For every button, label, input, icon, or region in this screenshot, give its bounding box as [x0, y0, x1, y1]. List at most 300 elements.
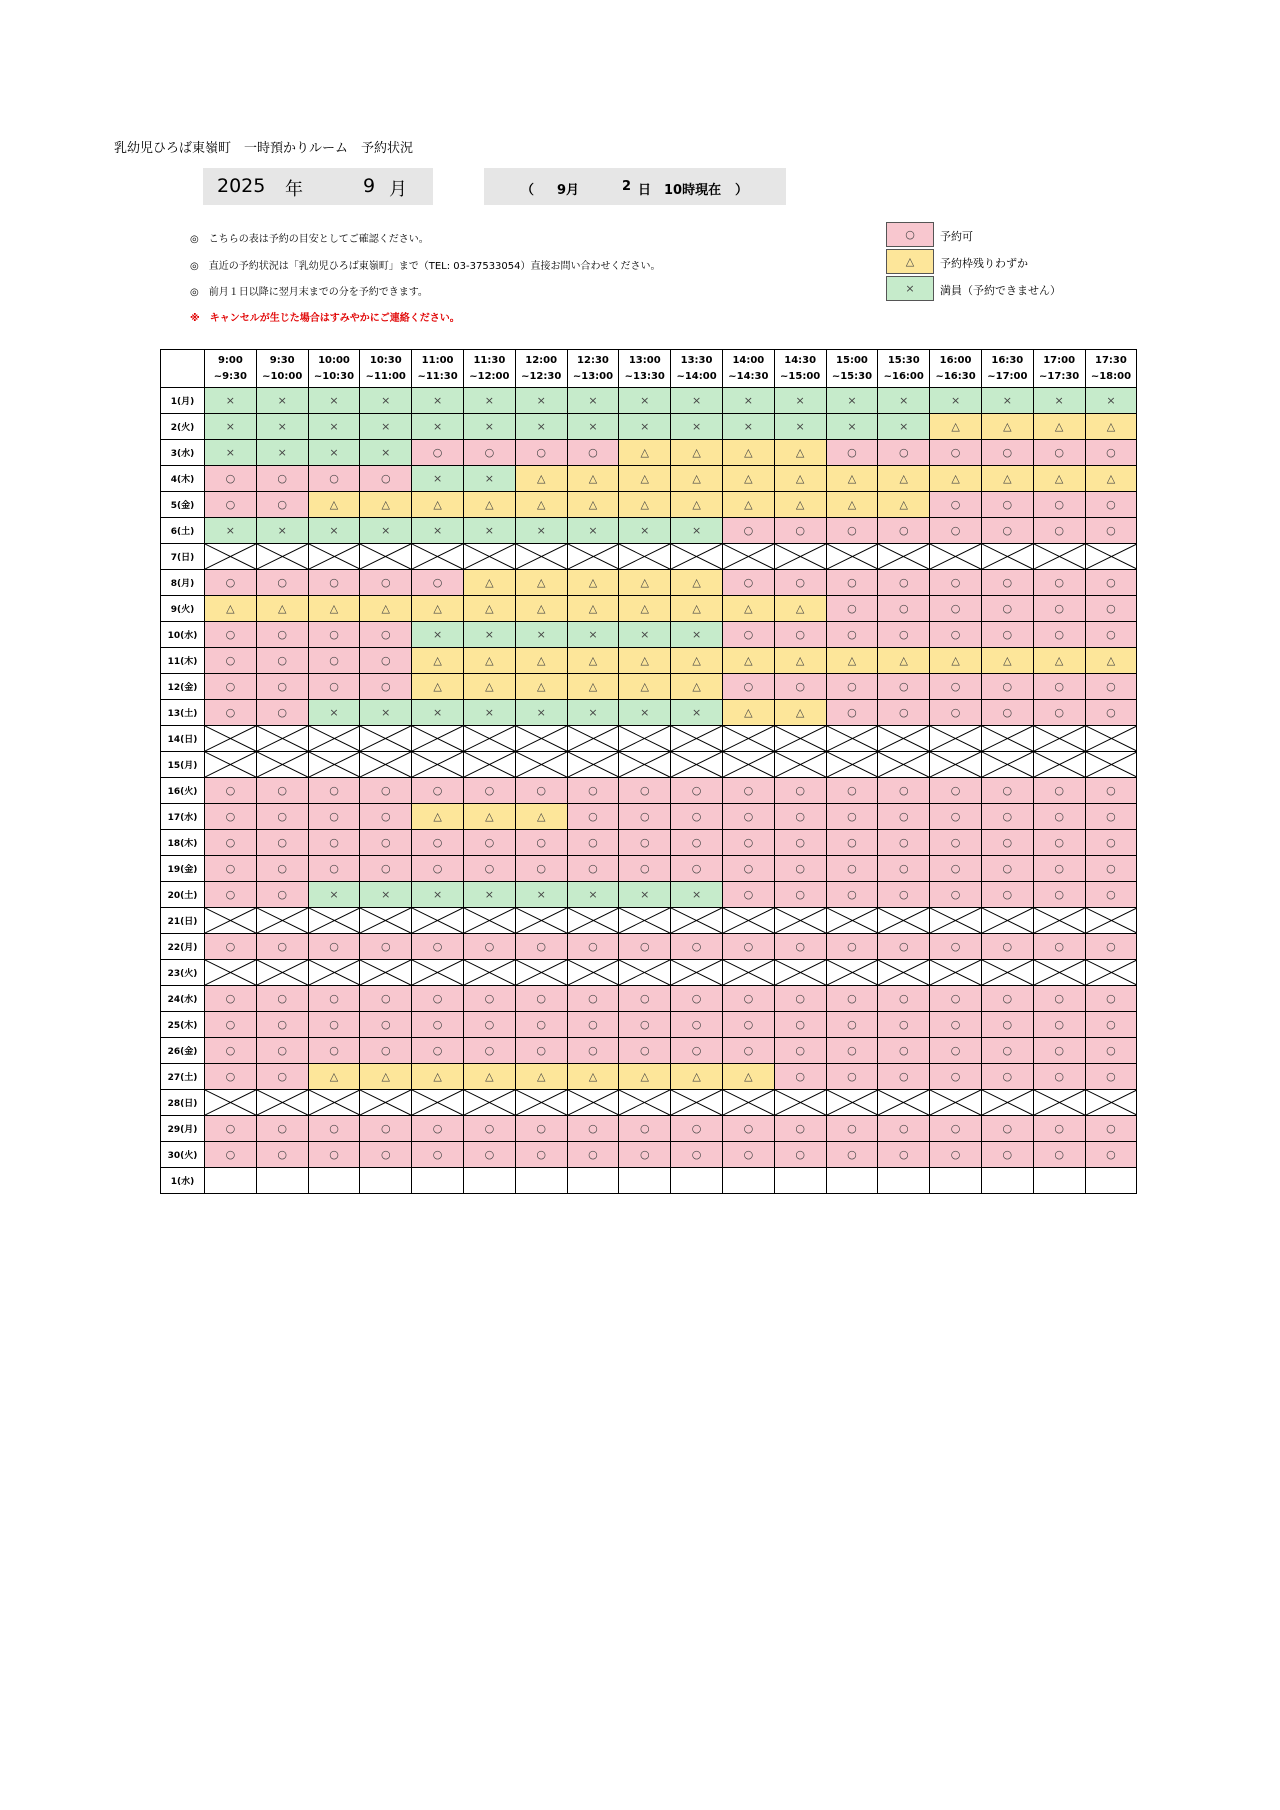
- slot-available: ○: [981, 440, 1033, 466]
- slot-few-left: △: [722, 648, 774, 674]
- slot-available: ○: [930, 934, 982, 960]
- slot-closed: [308, 1090, 360, 1116]
- time-slot-end: ~10:00: [262, 370, 303, 382]
- table-row: [161, 596, 1137, 622]
- slot-available: ○: [256, 492, 308, 518]
- slot-available: ○: [412, 1142, 464, 1168]
- slot-full: ×: [205, 414, 257, 440]
- closed-cross-icon: [827, 752, 878, 777]
- slot-full: ×: [878, 414, 930, 440]
- slot-available: ○: [878, 596, 930, 622]
- slot-available: ○: [826, 1038, 878, 1064]
- closed-cross-icon: [309, 544, 360, 569]
- note-cancellation: ※ キャンセルが生じた場合はすみやかにご連絡ください。: [190, 313, 460, 324]
- slot-closed: [412, 908, 464, 934]
- closed-cross-icon: [723, 544, 774, 569]
- slot-full: ×: [567, 700, 619, 726]
- time-slot-header: [256, 350, 308, 388]
- slot-available: ○: [774, 1142, 826, 1168]
- slot-available: ○: [1033, 1116, 1085, 1142]
- slot-available: ○: [1033, 492, 1085, 518]
- slot-available: ○: [930, 1064, 982, 1090]
- slot-full: ×: [412, 882, 464, 908]
- slot-available: ○: [567, 1038, 619, 1064]
- slot-available: ○: [256, 700, 308, 726]
- day-label: 9(火): [161, 596, 205, 622]
- slot-few-left: △: [774, 440, 826, 466]
- slot-full: ×: [412, 700, 464, 726]
- slot-available: ○: [205, 648, 257, 674]
- table-row: [161, 1090, 1137, 1116]
- slot-available: ○: [1085, 1012, 1137, 1038]
- time-slot-header: [826, 350, 878, 388]
- slot-available: ○: [256, 1038, 308, 1064]
- table-row: [161, 1116, 1137, 1142]
- slot-closed: [567, 544, 619, 570]
- slot-full: ×: [412, 388, 464, 414]
- slot-closed: [774, 726, 826, 752]
- slot-available: ○: [722, 622, 774, 648]
- slot-few-left: △: [1085, 414, 1137, 440]
- slot-few-left: △: [930, 414, 982, 440]
- time-slot-header: [567, 350, 619, 388]
- slot-available: ○: [463, 1116, 515, 1142]
- slot-closed: [205, 960, 257, 986]
- slot-full: ×: [1033, 388, 1085, 414]
- slot-closed: [205, 908, 257, 934]
- slot-available: ○: [463, 1038, 515, 1064]
- slot-few-left: △: [826, 492, 878, 518]
- slot-few-left: △: [774, 466, 826, 492]
- slot-available: ○: [412, 440, 464, 466]
- closed-cross-icon: [1086, 960, 1137, 985]
- slot-available: ○: [774, 1116, 826, 1142]
- closed-cross-icon: [360, 752, 411, 777]
- time-slot-start: 13:30: [680, 354, 713, 366]
- slot-few-left: △: [463, 1064, 515, 1090]
- document-title: 乳幼児ひろば東嶺町 一時預かりルーム 予約状況: [114, 141, 414, 156]
- closed-cross-icon: [205, 544, 256, 569]
- slot-available: ○: [463, 934, 515, 960]
- slot-full: ×: [360, 518, 412, 544]
- slot-available: ○: [256, 882, 308, 908]
- slot-available: ○: [308, 570, 360, 596]
- slot-available: ○: [774, 622, 826, 648]
- slot-closed: [412, 752, 464, 778]
- slot-available: ○: [515, 1038, 567, 1064]
- slot-full: ×: [463, 882, 515, 908]
- closed-cross-icon: [827, 908, 878, 933]
- slot-available: ○: [878, 856, 930, 882]
- slot-few-left: △: [567, 596, 619, 622]
- slot-closed: [722, 726, 774, 752]
- slot-available: ○: [981, 674, 1033, 700]
- slot-few-left: △: [878, 466, 930, 492]
- slot-few-left: △: [360, 1064, 412, 1090]
- slot-available: ○: [774, 778, 826, 804]
- closed-cross-icon: [568, 752, 619, 777]
- slot-available: ○: [205, 492, 257, 518]
- slot-few-left: △: [722, 440, 774, 466]
- day-label: 5(金): [161, 492, 205, 518]
- slot-available: ○: [412, 1116, 464, 1142]
- slot-available: ○: [308, 648, 360, 674]
- slot-available: ○: [981, 856, 1033, 882]
- slot-full: ×: [360, 882, 412, 908]
- slot-closed: [878, 752, 930, 778]
- slot-available: ○: [826, 440, 878, 466]
- slot-available: ○: [722, 1012, 774, 1038]
- slot-closed: [1085, 1090, 1137, 1116]
- day-label: 18(木): [161, 830, 205, 856]
- slot-available: ○: [360, 466, 412, 492]
- slot-closed: [567, 960, 619, 986]
- closed-cross-icon: [723, 726, 774, 751]
- slot-available: ○: [1033, 1064, 1085, 1090]
- slot-full: ×: [412, 466, 464, 492]
- slot-available: ○: [774, 1064, 826, 1090]
- table-row: [161, 622, 1137, 648]
- slot-available: ○: [205, 700, 257, 726]
- slot-closed: [930, 908, 982, 934]
- closed-cross-icon: [930, 960, 981, 985]
- day-label: 22(月): [161, 934, 205, 960]
- slot-few-left: △: [515, 466, 567, 492]
- slot-available: ○: [515, 440, 567, 466]
- slot-available: ○: [826, 934, 878, 960]
- day-label: 4(木): [161, 466, 205, 492]
- table-row: [161, 674, 1137, 700]
- slot-available: ○: [722, 1116, 774, 1142]
- slot-available: ○: [930, 700, 982, 726]
- slot-full: ×: [463, 622, 515, 648]
- time-slot-end: ~15:30: [831, 370, 873, 382]
- time-slot-start: 14:00: [732, 354, 765, 366]
- table-row: [161, 726, 1137, 752]
- slot-available: ○: [930, 804, 982, 830]
- slot-available: ○: [930, 856, 982, 882]
- slot-available: ○: [412, 1038, 464, 1064]
- slot-few-left: △: [412, 596, 464, 622]
- slot-closed: [981, 726, 1033, 752]
- closed-cross-icon: [619, 960, 670, 985]
- slot-empty: [412, 1168, 464, 1194]
- slot-closed: [826, 544, 878, 570]
- slot-few-left: △: [722, 596, 774, 622]
- slot-available: ○: [1085, 622, 1137, 648]
- slot-empty: [878, 1168, 930, 1194]
- slot-few-left: △: [308, 596, 360, 622]
- closed-cross-icon: [930, 544, 981, 569]
- slot-closed: [567, 752, 619, 778]
- table-row: [161, 492, 1137, 518]
- slot-empty: [930, 1168, 982, 1194]
- slot-available: ○: [981, 518, 1033, 544]
- slot-available: ○: [722, 778, 774, 804]
- slot-closed: [774, 908, 826, 934]
- slot-few-left: △: [1033, 466, 1085, 492]
- slot-available: ○: [671, 986, 723, 1012]
- slot-full: ×: [463, 414, 515, 440]
- slot-full: ×: [981, 388, 1033, 414]
- slot-empty: [463, 1168, 515, 1194]
- closed-cross-icon: [1086, 544, 1137, 569]
- slot-full: ×: [515, 882, 567, 908]
- slot-full: ×: [619, 700, 671, 726]
- as-of-day-unit: 日: [638, 183, 652, 198]
- time-slot-end: ~11:00: [365, 370, 406, 382]
- time-slot-end: ~14:30: [728, 370, 769, 382]
- slot-available: ○: [981, 882, 1033, 908]
- table-row: [161, 414, 1137, 440]
- slot-few-left: △: [412, 1064, 464, 1090]
- slot-available: ○: [878, 440, 930, 466]
- slot-closed: [567, 1090, 619, 1116]
- slot-available: ○: [205, 1064, 257, 1090]
- slot-available: ○: [774, 856, 826, 882]
- slot-available: ○: [412, 986, 464, 1012]
- slot-available: ○: [256, 466, 308, 492]
- slot-available: ○: [930, 830, 982, 856]
- slot-available: ○: [826, 700, 878, 726]
- table-row: [161, 440, 1137, 466]
- slot-closed: [671, 960, 723, 986]
- slot-available: ○: [1033, 1012, 1085, 1038]
- slot-closed: [412, 544, 464, 570]
- slot-few-left: △: [619, 648, 671, 674]
- slot-full: ×: [205, 518, 257, 544]
- day-label: 8(月): [161, 570, 205, 596]
- slot-full: ×: [515, 388, 567, 414]
- slot-available: ○: [878, 986, 930, 1012]
- slot-few-left: △: [1085, 648, 1137, 674]
- slot-available: ○: [619, 1142, 671, 1168]
- slot-available: ○: [981, 1142, 1033, 1168]
- slot-available: ○: [1085, 674, 1137, 700]
- time-slot-header: [671, 350, 723, 388]
- slot-few-left: △: [722, 1064, 774, 1090]
- slot-few-left: △: [774, 700, 826, 726]
- slot-available: ○: [981, 492, 1033, 518]
- slot-few-left: △: [567, 648, 619, 674]
- slot-full: ×: [567, 882, 619, 908]
- slot-available: ○: [308, 934, 360, 960]
- time-slot-header: [308, 350, 360, 388]
- slot-available: ○: [515, 856, 567, 882]
- slot-available: ○: [1085, 830, 1137, 856]
- slot-closed: [463, 544, 515, 570]
- slot-available: ○: [515, 1116, 567, 1142]
- slot-full: ×: [463, 700, 515, 726]
- slot-available: ○: [308, 778, 360, 804]
- slot-available: ○: [826, 1012, 878, 1038]
- slot-available: ○: [205, 1142, 257, 1168]
- slot-closed: [412, 1090, 464, 1116]
- slot-closed: [205, 544, 257, 570]
- slot-available: ○: [671, 1142, 723, 1168]
- slot-available: ○: [205, 934, 257, 960]
- slot-full: ×: [671, 388, 723, 414]
- slot-available: ○: [1033, 856, 1085, 882]
- slot-available: ○: [878, 1012, 930, 1038]
- closed-cross-icon: [930, 726, 981, 751]
- slot-available: ○: [930, 1142, 982, 1168]
- slot-closed: [515, 960, 567, 986]
- slot-closed: [360, 544, 412, 570]
- slot-available: ○: [360, 856, 412, 882]
- slot-few-left: △: [412, 674, 464, 700]
- slot-full: ×: [774, 414, 826, 440]
- legend-few-left-swatch: △: [886, 249, 934, 274]
- slot-few-left: △: [515, 570, 567, 596]
- slot-available: ○: [774, 570, 826, 596]
- time-slot-end: ~9:30: [213, 370, 248, 382]
- day-label: 11(木): [161, 648, 205, 674]
- slot-available: ○: [774, 986, 826, 1012]
- slot-available: ○: [774, 934, 826, 960]
- slot-few-left: △: [671, 570, 723, 596]
- slot-available: ○: [412, 934, 464, 960]
- slot-closed: [256, 752, 308, 778]
- table-row: [161, 856, 1137, 882]
- slot-few-left: △: [360, 596, 412, 622]
- slot-available: ○: [826, 570, 878, 596]
- slot-closed: [412, 960, 464, 986]
- slot-available: ○: [205, 986, 257, 1012]
- slot-available: ○: [981, 934, 1033, 960]
- time-slot-end: ~11:30: [417, 370, 458, 382]
- time-slot-start: 16:00: [939, 354, 972, 366]
- time-slot-start: 9:30: [269, 354, 295, 366]
- slot-closed: [515, 908, 567, 934]
- slot-closed: [463, 1090, 515, 1116]
- time-slot-end: ~13:00: [572, 370, 614, 382]
- slot-available: ○: [826, 778, 878, 804]
- closed-cross-icon: [1086, 752, 1137, 777]
- slot-closed: [671, 544, 723, 570]
- slot-closed: [930, 752, 982, 778]
- as-of-open-paren: （: [521, 183, 535, 198]
- time-slot-start: 11:30: [473, 354, 506, 366]
- table-row: [161, 1142, 1137, 1168]
- time-slot-start: 15:00: [836, 354, 868, 366]
- slot-available: ○: [981, 596, 1033, 622]
- table-row: [161, 700, 1137, 726]
- day-label: 16(火): [161, 778, 205, 804]
- slot-available: ○: [256, 830, 308, 856]
- reservation-table-body: [161, 388, 1137, 1194]
- slot-available: ○: [1033, 1038, 1085, 1064]
- slot-full: ×: [412, 518, 464, 544]
- slot-closed: [567, 908, 619, 934]
- slot-few-left: △: [463, 570, 515, 596]
- closed-cross-icon: [723, 960, 774, 985]
- time-slot-end: ~16:00: [883, 370, 924, 382]
- slot-available: ○: [256, 1116, 308, 1142]
- slot-closed: [722, 752, 774, 778]
- slot-available: ○: [515, 830, 567, 856]
- slot-available: ○: [981, 778, 1033, 804]
- slot-few-left: △: [619, 492, 671, 518]
- closed-cross-icon: [878, 726, 929, 751]
- closed-cross-icon: [982, 752, 1033, 777]
- day-label: 20(土): [161, 882, 205, 908]
- slot-full: ×: [308, 700, 360, 726]
- closed-cross-icon: [775, 960, 826, 985]
- slot-few-left: △: [722, 466, 774, 492]
- closed-cross-icon: [827, 544, 878, 569]
- slot-closed: [1085, 726, 1137, 752]
- slot-closed: [1085, 908, 1137, 934]
- closed-cross-icon: [568, 908, 619, 933]
- time-slot-header: [981, 350, 1033, 388]
- slot-closed: [205, 1090, 257, 1116]
- slot-available: ○: [878, 1116, 930, 1142]
- slot-full: ×: [256, 440, 308, 466]
- time-slot-start: 12:30: [577, 354, 609, 366]
- time-slot-start: 15:30: [887, 354, 920, 366]
- slot-closed: [308, 544, 360, 570]
- slot-full: ×: [722, 414, 774, 440]
- slot-available: ○: [671, 934, 723, 960]
- slot-available: ○: [1085, 934, 1137, 960]
- slot-available: ○: [981, 570, 1033, 596]
- slot-few-left: △: [463, 804, 515, 830]
- slot-available: ○: [671, 804, 723, 830]
- closed-cross-icon: [464, 908, 515, 933]
- slot-available: ○: [878, 804, 930, 830]
- note-booking-window: ◎ 前月１日以降に翌月末までの分を予約できます。: [190, 287, 428, 298]
- day-label: 28(日): [161, 1090, 205, 1116]
- closed-cross-icon: [1086, 726, 1137, 751]
- closed-cross-icon: [516, 960, 567, 985]
- closed-cross-icon: [205, 726, 256, 751]
- closed-cross-icon: [412, 726, 463, 751]
- slot-available: ○: [930, 440, 982, 466]
- slot-available: ○: [878, 518, 930, 544]
- closed-cross-icon: [464, 960, 515, 985]
- time-slot-header: [774, 350, 826, 388]
- slot-few-left: △: [826, 648, 878, 674]
- slot-available: ○: [308, 804, 360, 830]
- time-slot-start: 16:30: [991, 354, 1024, 366]
- slot-empty: [1085, 1168, 1137, 1194]
- closed-cross-icon: [827, 960, 878, 985]
- slot-closed: [1085, 544, 1137, 570]
- day-label: 10(水): [161, 622, 205, 648]
- slot-available: ○: [981, 1116, 1033, 1142]
- slot-available: ○: [671, 856, 723, 882]
- slot-full: ×: [256, 388, 308, 414]
- slot-available: ○: [567, 856, 619, 882]
- closed-cross-icon: [1034, 960, 1085, 985]
- slot-available: ○: [671, 1116, 723, 1142]
- table-row: [161, 934, 1137, 960]
- slot-available: ○: [205, 804, 257, 830]
- slot-closed: [930, 960, 982, 986]
- slot-few-left: △: [619, 440, 671, 466]
- slot-available: ○: [1033, 934, 1085, 960]
- slot-available: ○: [360, 1142, 412, 1168]
- slot-available: ○: [826, 804, 878, 830]
- slot-full: ×: [308, 440, 360, 466]
- closed-cross-icon: [309, 960, 360, 985]
- closed-cross-icon: [412, 1090, 463, 1115]
- slot-full: ×: [619, 388, 671, 414]
- slot-few-left: △: [981, 648, 1033, 674]
- slot-full: ×: [256, 518, 308, 544]
- closed-cross-icon: [619, 544, 670, 569]
